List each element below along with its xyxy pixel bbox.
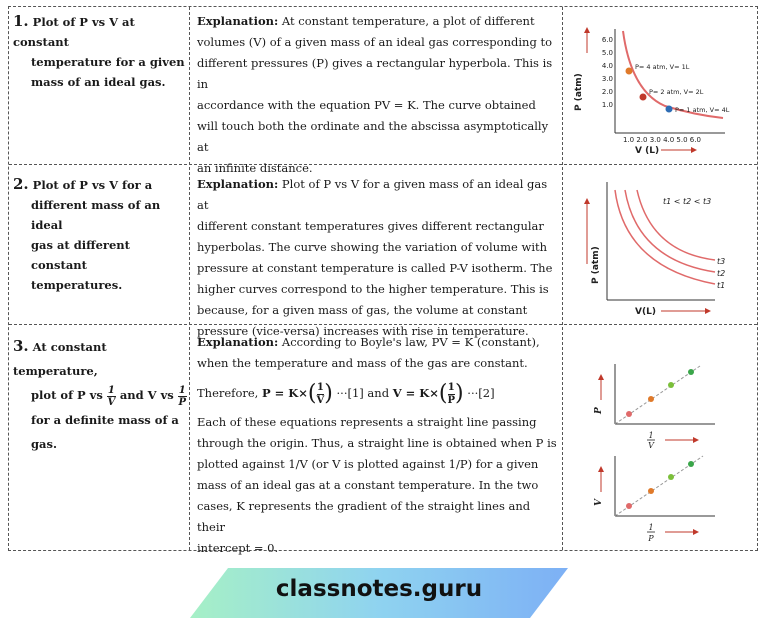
y-axis-label: P [594,407,604,414]
point-label: P= 2 atm, V= 2L [649,88,704,96]
data-point [626,503,632,509]
isotherm-curve [623,31,723,118]
equation-1: P = K× [261,386,308,400]
point-label: P= 4 atm, V= 1L [635,63,690,71]
data-point [668,382,674,388]
y-axis-label: P (atm) [591,246,601,284]
equation-2: V = K× [392,386,439,400]
row-title: 1. Plot of P vs V at constant temperature for a given mass of an ideal gas. [13,12,185,89]
data-point [688,369,694,375]
curve-label: t2 [717,269,726,278]
y-tick-label: 1.0 [601,101,613,109]
temperature-relation: t1 < t2 < t3 [663,197,712,206]
x-tick-labels: 1.0 2.0 3.0 4.0 5.0 6.0 [623,136,701,144]
svg-text:1: 1 [648,431,654,440]
site-banner [190,568,568,618]
data-point [648,488,654,494]
site-logo-text: classnotes.guru [275,576,483,602]
table-row [9,7,757,175]
data-point [688,461,694,467]
data-point [668,474,674,480]
row-title: 3. At constant temperature, plot of P vs $\frac{1}{V}$ and V vs $\frac{1}{P}$ for a definite mass of a gas. [13,337,187,451]
point-label: P= 1 atm, V= 4L [675,106,730,114]
data-point [640,94,647,101]
x-axis-label: V(L) [635,307,656,317]
row-explanation: Explanation: At constant temperature, a plot of different volumes (V) of a given mass of an ideal gas corresponding to different pressures (P) gives a rectangular hyperbola. This is in accordance with the equation PV = K. The curve obtained will touch both the ordinate and the abscissa asymptotically at an infinite distance. [197,14,553,175]
row-explanation: Explanation: Plot of P vs V for a given mass of an ideal gas at different constant temperatures gives different rectangular hyperbolas. The curve showing the variation of volume with pressure at constant temperature is called P-V isotherm. The higher curves correspond to the higher temperature. This is because, for a given mass of gas, the volume at constant pressure (vice-versa) increases with rise in temperature. [197,177,553,338]
y-tick-label: 4.0 [601,62,613,70]
table-row [9,164,757,338]
curve-label: t1 [717,281,726,290]
y-tick-label: 5.0 [601,49,613,57]
pv-hyperbola-figure [565,11,755,161]
fraction-1-over-v: $\frac{1}{V}$ [107,384,116,408]
svg-text:V: V [648,441,654,450]
table-row [9,324,757,555]
isotherms-figure [565,172,755,320]
row-number: 3. [13,337,29,355]
y-tick-label: 6.0 [601,36,613,44]
curve-label: t3 [717,257,726,266]
svg-text:1: 1 [648,523,654,532]
fraction-1-over-p: $\frac{1}{P}$ [178,384,187,408]
linear-plots-figure [565,344,755,549]
boyles-law-table [8,6,758,555]
data-point [626,411,632,417]
row-explanation: Explanation: According to Boyle's law, PV = K (constant), when the temperature and mass of the gas are constant. Therefore, P = K×( $\frac{1}{V}$ ) ···[1] and V = K×( $\frac{1}{P}$ ) ···[2] Each of these equations represents a straight line passing through the origin. Thus, a straight line is obtained when P is plotted against 1/V (or V is plotted against 1/P) for a given mass of an ideal gas at a constant temperature. In the two cases, K represents the gradient of the straight lines and their intercept = 0. [197,332,559,559]
y-tick-label: 3.0 [601,75,613,83]
row-number: 1. [13,12,29,30]
y-axis-label: V [594,499,604,506]
y-tick-label: 2.0 [601,88,613,96]
equation-line: Therefore, P = K×( $\frac{1}{V}$ ) ···[1] and V = K×( $\frac{1}{P}$ ) ···[2] [197,381,495,406]
row-title: 2. Plot of P vs V for a different mass of an ideal gas at different constant temperatures. [13,175,161,292]
row-number: 2. [13,175,29,193]
y-axis-label: P (atm) [574,73,584,111]
x-axis-label: V (L) [635,146,660,156]
svg-text:P: P [648,534,654,543]
data-point [666,106,673,113]
data-point [648,396,654,402]
data-point [626,68,633,75]
